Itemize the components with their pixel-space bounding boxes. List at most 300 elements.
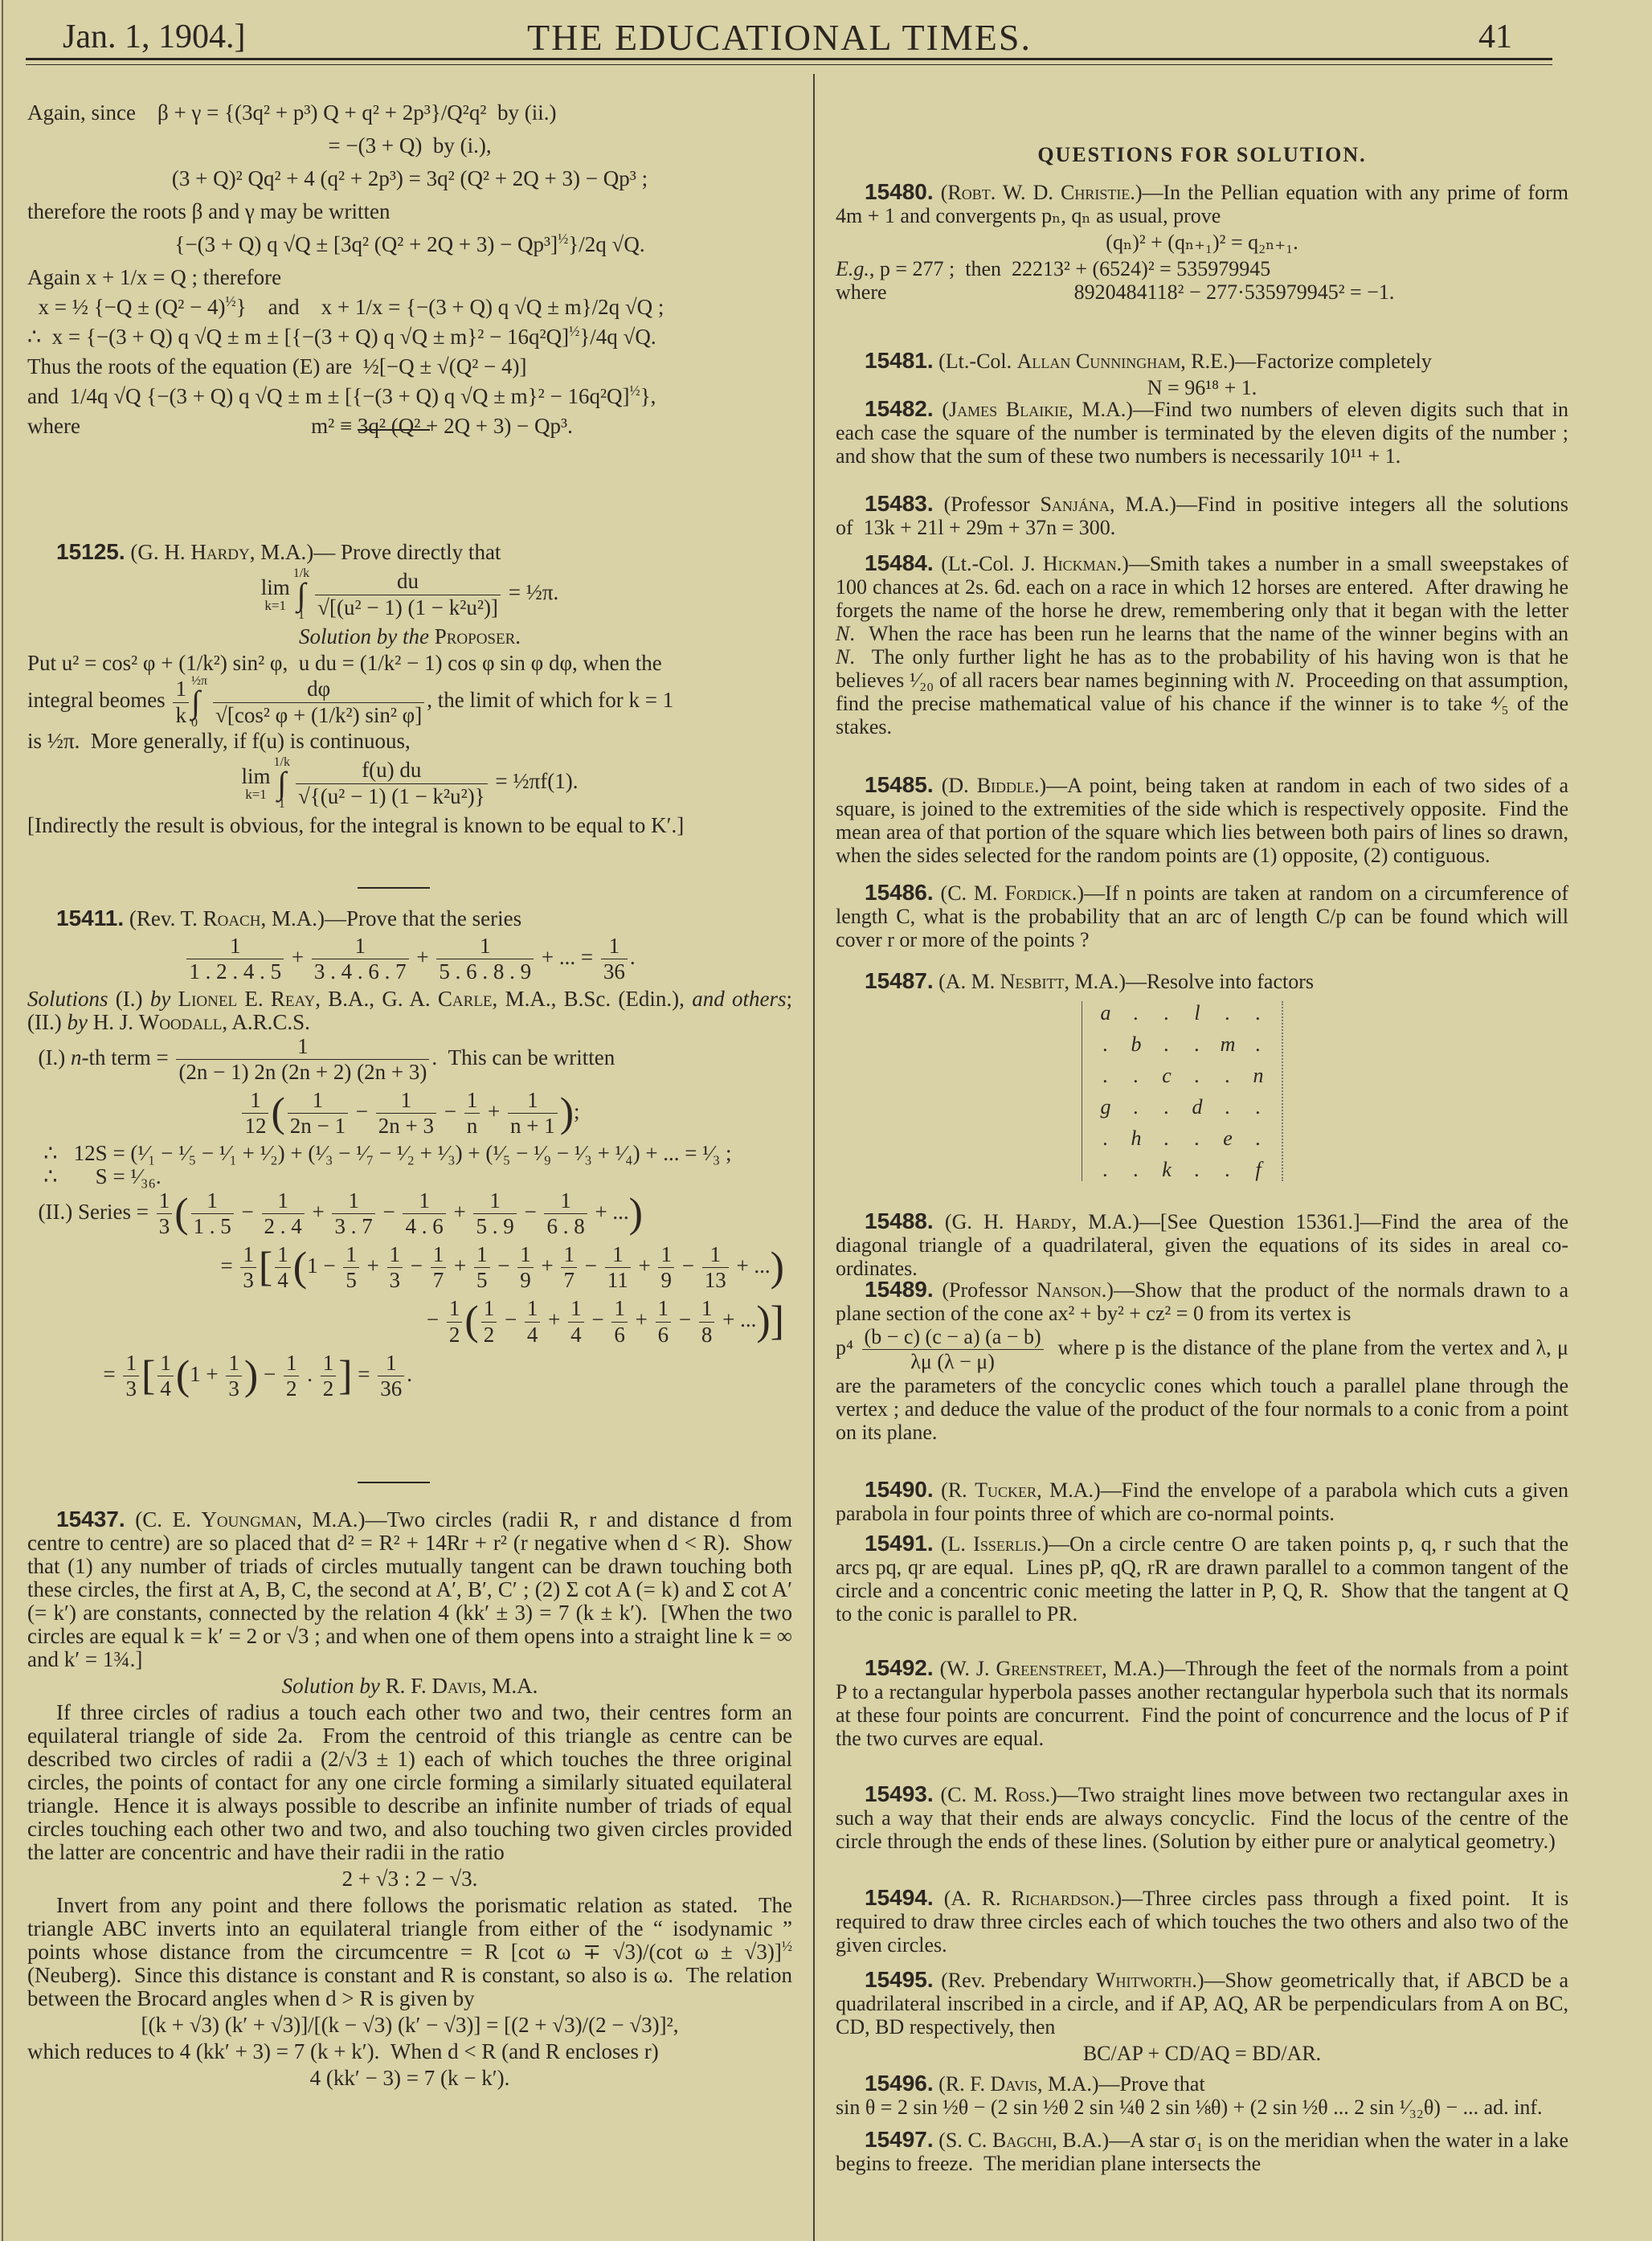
text-run: where p is the distance of the plane from the vertex and λ, μ are the parameters of the concyclic cones which touch a parallel plane through the vertex ; and deduce the value of the product of the four normals to a conic from a point on its plane. [836,1335,1568,1444]
author-name: Nanson [1037,1278,1102,1302]
paragraph [27,322,792,352]
denominator: 9 [660,1268,672,1293]
denominator: 2 . 4 [264,1214,302,1239]
bracket: ) [243,1352,259,1399]
text-run: (R. F. [933,2072,991,2096]
text-run: , M.A.)—Find two numbers of eleven digits such that in each case the square of the number is terminated by the eleven digits of the number ; and show that the sum of these two numbers is necessarily 10¹¹ + 1. [836,398,1568,468]
text-run: + [632,1253,656,1278]
denominator: 3 . 7 [334,1214,373,1239]
text-run: (D. [933,774,977,797]
equation-line [27,1088,792,1139]
text-run: − [586,1307,610,1332]
author-name: Davis [990,2072,1037,2096]
denominator: 36 [380,1376,403,1401]
text-run: p⁴ [836,1335,860,1360]
fraction [464,1088,480,1139]
right-column [836,0,1568,2241]
matrix-entry: . [1102,1033,1109,1056]
text-run: (C. M. [933,1783,1005,1806]
matrix-entry: g [1100,1095,1111,1118]
fraction [481,1296,497,1347]
integral-icon: ∫ [277,765,287,801]
bracket: ) [770,1244,784,1290]
text-run: . Proceeding on that assumption, find the precise mathematical value of his chance if the winner is to take ⁴⁄₅ of the stakes. [836,669,1568,738]
text-run: (3 + Q)² Qq² + 4 (q² + 2p³) = 3q² (Q² + 2Q + 3) − Qp³ ; [171,166,648,190]
text-run: Again x + 1/x = Q ; therefore [27,265,282,289]
bracket: ) [628,1190,643,1237]
question [836,1278,1568,1444]
fraction [312,934,409,984]
paragraph [27,1188,792,1239]
text-run: ∴ 12S = (¹⁄₁ − ¹⁄₅ − ¹⁄₁ + ¹⁄₂) + (¹⁄₃ − ¹⁄₇ − ¹⁄₂ + ¹⁄₃) + (¹⁄₅ − ¹⁄₉ − ¹⁄₃ + ¹⁄₄) + ... = ¹⁄₃ ; [27,1141,732,1166]
text-run: − [676,1253,700,1278]
text-run: (A. R. [933,1887,1012,1910]
numerator: 1 [332,1188,374,1214]
question-number: 15480. [865,179,934,204]
text-run: .)—Two straight lines move between two rectangular axes in such a way that their ends are always concyclic. Find the locus of the centre of the circle through the ends of these lines. (Solution by either pure or analytical geometry.) [836,1783,1569,1853]
fraction [436,934,534,984]
numerator: 1 [517,1242,534,1268]
question-number: 15491. [865,1531,934,1556]
denominator: 2n + 3 [378,1114,434,1139]
equation-line [836,231,1568,254]
text-run: (II.) Series = [27,1200,154,1225]
italic-text: and others [692,987,787,1012]
text-run: (Neuberg). Since this distance is constant and R is constant, so also is ω. The relation between the Brocard angles when d > R is given by [27,1963,792,2010]
denominator: 5 . 6 . 8 . 9 [439,959,532,984]
text-run: (Professor [933,493,1041,516]
text-run: BC/AP + CD/AQ = BD/AR. [1082,2042,1322,2065]
matrix-entry: . [1133,1095,1139,1118]
determinant-matrix [1082,1001,1283,1181]
paragraph [27,197,792,227]
numerator: 1 [343,1242,359,1268]
fraction [474,1242,490,1293]
numerator: 1 [508,1088,558,1114]
fraction [191,1188,234,1239]
text-run: .)—Show that the product of the normals drawn to a plane section of the cone ax² + by² + cz² = 0 from its vertex is [836,1278,1568,1325]
author-name: Sanjána [1040,493,1110,516]
text-run: , M.A.)—Find the envelope of a parabola which cuts a given parabola in four points three of which are co-normal points. [836,1478,1568,1525]
text-run: , B.A., G. A. [315,987,438,1012]
fraction [473,1188,516,1239]
denominator: 3 [228,1376,239,1401]
denominator: 4 [570,1322,582,1347]
text-run: , p = 277 ; then 22213² + (6524)² = 535979945 [869,257,1271,280]
text-run: = [220,1253,239,1278]
text-run: , M.A.)—Prove that [1037,2072,1205,2096]
numerator: 1 [157,1188,173,1214]
denominator: 5 [346,1268,357,1293]
paragraph [836,492,1568,539]
equation-line [27,1296,792,1347]
fraction [544,1188,587,1239]
text-run: + [411,944,435,969]
denominator: 11 [607,1268,628,1293]
text-run: ( [933,398,950,421]
text-run: which reduces to 4 (kk′ + 3) = 7 (k + k′). When d < R (and R encloses r) [27,2039,659,2063]
matrix-entry: a [1100,1001,1111,1024]
fraction [605,1242,631,1293]
denominator: 2 [448,1322,460,1347]
numerator: 1 [378,1351,404,1376]
matrix-entry: m [1220,1033,1236,1056]
text-run: (Lt.-Col. J. [933,552,1043,575]
matrix-entry: . [1255,1001,1261,1024]
fraction [332,1188,374,1239]
italic-text: Solutions [27,987,108,1012]
text-run: − [438,1098,462,1123]
text-run: , M.A.)—Resolve into factors [1064,970,1314,993]
paragraph [27,1507,792,1671]
author-name: Hardy [190,540,250,564]
question-number: 15489. [865,1277,934,1302]
limit [241,766,270,801]
question-number: 15483. [865,491,934,516]
text-run: (Rev. Prebendary [933,1969,1096,1992]
text-run: 1 − [307,1253,341,1278]
integral-sign [191,675,207,730]
matrix-entry: . [1255,1095,1261,1118]
solution-continuation [27,98,792,441]
solution-block [27,540,792,837]
fraction [431,1242,447,1293]
question-number: 15494. [865,1885,934,1910]
text-run: − [426,1307,444,1332]
denominator: 1 . 5 [193,1214,231,1239]
text-run: . [407,1361,412,1386]
text-run: + ... [589,1200,629,1225]
denominator: 13 [704,1268,726,1293]
numerator: 1 [376,1088,436,1114]
paragraph [27,814,792,837]
denominator: 3 . 4 . 6 . 7 [313,959,407,984]
denominator: 9 [520,1268,531,1293]
text-run: .)—On a circle centre O are taken points p, q, r such that the arcs pq, qr are equal. Lines pP, qQ, rR are drawn parallel to a common tangent of the circle and a concentric conic meeting the latter in P, Q, R. Show that the tangent at Q to the conic is parallel to PR. [836,1532,1569,1626]
author-name: Nesbitt [1000,970,1065,993]
fraction [378,1351,404,1401]
question-number: 15492. [865,1655,934,1680]
text-run: therefore the roots β and γ may be written [27,199,391,223]
question-number: 15482. [865,396,934,421]
text-run: + ... = [536,944,599,969]
numerator: 1 [699,1296,715,1322]
text-run: ; [574,1098,580,1123]
paragraph [27,906,792,930]
fraction [288,1088,348,1139]
fraction [123,1351,139,1401]
matrix-entry: . [1163,1001,1170,1024]
fraction [186,934,284,984]
matrix-entry: . [1102,1064,1109,1087]
paragraph [836,397,1568,468]
paragraph [27,263,792,292]
denominator: 5 . 9 [476,1214,514,1239]
denominator: 2n − 1 [289,1114,346,1139]
fraction [525,1296,541,1347]
question-number: 15125. [56,539,125,564]
paragraph [27,1034,792,1085]
fraction [508,1088,558,1139]
numerator: 1 [473,1188,516,1214]
denominator: 6 . 8 [546,1214,585,1239]
text-run: = [352,1361,376,1386]
numerator: du [315,569,501,595]
page-edge [2,0,3,2241]
numerator: 1 [173,677,189,702]
fraction [702,1242,729,1293]
italic-text: E.g. [836,257,869,280]
author-name: Bagchi [992,2129,1053,2152]
matrix-entry: . [1163,1095,1170,1118]
numerator: 1 [262,1188,305,1214]
italic-text: by [67,1010,88,1035]
text-run: .)—Show geometrically that, if ABCD be a quadrilateral inscribed in a circle, and if AP, AQ, AR be perpendiculars from A on BC, CD, BD respectively, then [836,1969,1568,2039]
fraction [157,1351,174,1401]
bracket: ( [292,1244,308,1290]
fraction [275,1242,291,1293]
question [836,1656,1568,1750]
lim-subscript: k=1 [264,598,286,613]
text-run: + ... [717,1307,757,1332]
numerator: 1 [312,934,409,959]
equation [996,280,1568,304]
text-run: . [301,1361,318,1386]
text-run: . This can be written [431,1045,615,1069]
paragraph [836,551,1568,738]
text-run: (G. H. [933,1210,1016,1233]
question-number: 15437. [56,1507,125,1531]
author-name: Davis [431,1674,481,1698]
equation [188,411,792,441]
text-run: − [235,1200,260,1225]
paragraph [836,969,1568,993]
fraction [447,1296,463,1347]
denominator: 4 [277,1268,288,1293]
text-run: − [499,1307,522,1332]
text-run: + [448,1253,472,1278]
italic-text: N [1275,669,1290,692]
lim-subscript: k=1 [245,787,267,802]
denominator: 2 [322,1376,334,1401]
numerator: 1 [242,1088,268,1114]
numerator: 1 [481,1296,497,1322]
fraction [284,1351,300,1401]
text-run: . The only further light he has as to the probability of his having won is that he believes ¹⁄₂₀ of all racers bear names beginning with [836,645,1568,692]
paragraph [27,1701,792,1864]
text-run: Put u² = cos² φ + (1/k²) sin² φ, u du = (1/k² − 1) cos φ sin φ dφ, when the [27,651,662,675]
author-name: Robt. W. D. Christie [947,181,1131,204]
denominator: 3 [125,1376,137,1401]
paragraph [836,1278,1568,1325]
fraction [656,1296,672,1347]
integral-icon: ∫ [296,576,306,612]
text-run: R. F. [379,1674,432,1698]
bracket: ( [174,1190,189,1237]
text-run: -th term = [81,1045,174,1069]
fraction [213,677,424,727]
paragraph [836,1209,1568,1280]
text-run: (L. [933,1532,974,1556]
equation-line [27,625,792,648]
text-run: (C. E. [125,1507,202,1531]
integral-icon: ∫ [190,684,200,720]
numerator: 1 [157,1351,174,1376]
bracket: ) [559,1090,575,1136]
denominator: 36 [603,959,625,984]
paragraph [27,540,792,564]
fraction [262,1188,305,1239]
numerator: 1 [186,934,284,959]
text-run: (R. [933,1478,975,1502]
denominator: 2 [285,1376,297,1401]
paragraph [836,180,1568,227]
question [836,1968,1568,2068]
fraction [376,1088,436,1139]
matrix-entry: . [1225,1001,1231,1024]
matrix-entry: . [1102,1127,1109,1150]
paragraph [836,1325,1568,1444]
text-run: , the limit of which for k = 1 [427,688,674,713]
fraction [315,569,501,620]
numerator: 1 [611,1296,628,1322]
matrix-entry: . [1255,1033,1261,1056]
numerator: 1 [601,934,628,959]
text-run: , M.A.)—Two circles (radii R, r and distance d from centre to centre) are so placed that d² = R² + 14Rr + r² (r negative when d < R). Show that (1) any number of triads of circles mutually tangent can be drawn touching both these circles, the first at A, B, C, the second at A′, B′, C′ ; (2) Σ cot A (= k) and Σ cot A′ (= k′) are constants, connected by the relation 4 (kk′ ± 3) = 7 (k ± k′). [When the two circles are equal k = k′ = 2 or √3 ; and when one of them opens into a straight line k = ∞ and k′ = 1¾.] [27,1507,792,1671]
text-run: + [535,1253,559,1278]
equation-line [27,164,792,194]
matrix-entry: c [1162,1064,1172,1087]
denominator: 7 [563,1268,575,1293]
text-run: } and x + 1/x = {−(3 + Q) q √Q ± m}/2q √Q ; [235,295,664,319]
question-number: 15487. [865,968,934,993]
paragraph [836,1478,1568,1525]
superscript: ½ [558,231,569,247]
denominator: 5 [476,1268,488,1293]
paragraph [836,1968,1568,2039]
denominator: 1 . 2 . 4 . 5 [189,959,282,984]
numerator: 1 [123,1351,139,1376]
text-run: ( [933,181,948,204]
text-run: .)—Three circles pass through a fixed point. It is required to draw three circles each of which touches the two others and also two of the given circles. [836,1887,1568,1957]
text-run: 1 + [190,1361,224,1386]
journal-title: THE EDUCATIONAL TIMES. [527,17,1032,58]
author-name: Whitworth [1095,1969,1192,1992]
matrix-entry: . [1102,1158,1109,1181]
fraction [601,934,628,984]
text-run: + [482,1098,505,1123]
bracket: [ [141,1352,156,1399]
superscript: ½ [781,1938,792,1954]
denominator: 6 [657,1322,669,1347]
text-run: = −(3 + Q) by (i.), [328,133,492,157]
text-run: , M.A.)—Through the feet of the normals from a point P to a rectangular hyperbola passes another rectangular hyperbola such that its normals at these four points are concurrent. Find the point of concurrence and the locus of P if the two curves are equal. [836,1657,1569,1750]
paragraph [836,2071,1568,2096]
matrix-entry: . [1133,1158,1139,1181]
numerator: 1 [403,1188,445,1214]
matrix-entry: . [1225,1158,1231,1181]
text-run [429,624,435,648]
numerator: 1 [436,934,534,959]
text-run [170,987,178,1011]
text-run: integral beomes [27,688,171,713]
text-run: + [361,1253,385,1278]
fraction [699,1296,715,1347]
equation-line [27,2014,792,2037]
text-run: − [350,1098,374,1123]
question-number: 15485. [865,772,934,797]
paragraph [836,1656,1568,1750]
author-name: Hickman [1042,552,1117,575]
italic-text: N [836,622,850,645]
question [836,969,1568,1181]
denominator: 7 [432,1268,444,1293]
paragraph [27,652,792,675]
column-divider [813,74,815,2241]
text-run: [Indirectly the result is obvious, for the integral is known to be equal to K′.] [27,813,685,837]
paragraph [27,1894,792,2010]
denominator: n + 1 [509,1114,555,1139]
paragraph [27,98,792,128]
numerator: 1 [605,1242,631,1268]
labelled-equation [836,280,1568,304]
question-number: 15495. [865,1967,934,1992]
superscript: ½ [629,382,640,399]
text-run: (I.) [27,1045,71,1069]
text-run: Thus the roots of the equation (E) are ½[−Q ± √(Q² − 4)] [27,354,527,378]
text-run: (Rev. T. [124,906,203,930]
text-run: 8920484118² − 277·535979945² = −1. [1073,280,1395,304]
denominator: 3 [243,1268,254,1293]
left-column [27,0,792,2241]
text-run: and 1/4q √Q {−(3 + Q) q √Q ± m ± [{−(3 + Q) q √Q ± m}² − 16q²Q] [27,384,630,408]
question [836,1886,1568,1957]
question [836,180,1568,304]
text-run: , R.E.)—Factorize completely [1180,350,1432,373]
text-run: Again, since β + γ = {(3q² + p³) Q + q² + 2p³}/Q²q² by (ii.) [27,100,557,125]
question-number: 15496. [865,2071,934,2096]
upper-limit: 1/k [292,566,310,580]
text-run: Invert from any point and there follows the porismatic relation as stated. The triangle ABC inverts into an equilateral triangle from either of the “ isodynamic ” points whose distance from the circumcentre = R [cot ω ∓ √3)/(cot ω ± √3)] [27,1893,792,1964]
matrix-entry: . [1194,1064,1200,1087]
equation-line [836,2042,1568,2065]
question [836,1209,1568,1280]
question [836,1531,1568,1626]
text-run: (I.) [108,987,150,1012]
denominator: √[cos² φ + (1/k²) sin² φ] [215,702,423,727]
text-run: N = 96¹⁸ + 1. [1147,376,1257,399]
text-run: (C. M. [933,881,1005,905]
equation-line [27,230,792,260]
denominator: 2 [483,1322,495,1347]
text-run: + [306,1200,330,1225]
bracket: ] [770,1298,784,1345]
question [836,349,1568,403]
fraction [242,1088,268,1139]
question [836,881,1568,951]
bracket: ) [756,1298,771,1345]
fraction [561,1242,577,1293]
paragraph [836,1531,1568,1626]
text-run: (A. M. [933,970,1000,993]
text-run: . [629,944,636,969]
equation-line [27,131,792,161]
author-name: Roach [202,906,261,930]
paragraph [836,881,1568,951]
matrix-entry: d [1192,1095,1203,1118]
text-run: + [448,1200,472,1225]
question-number: 15481. [865,348,934,373]
